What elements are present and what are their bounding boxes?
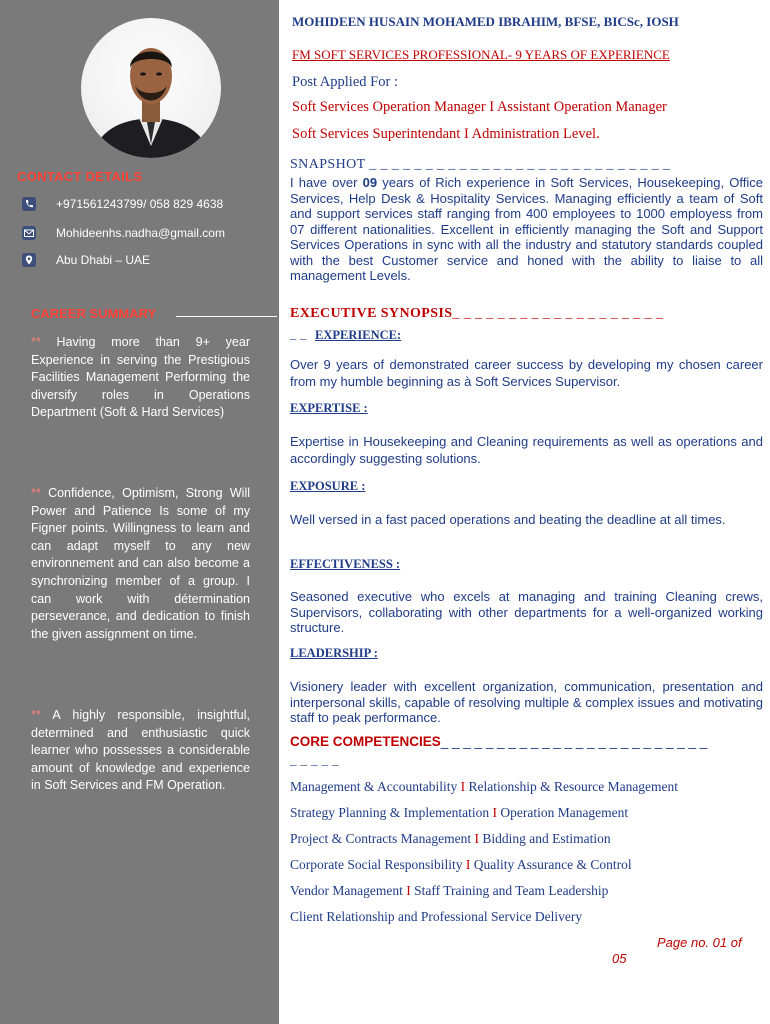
summary-paragraph-2: ** Confidence, Optimism, Strong Will Power and Patience Is some of my Figner points. Willingness to learn and can adapt myself to any new environnement and can also become a synchronizing member of a group. I can work with détermination perseverance, and dedication to finish the given assignment on time. [31,486,250,641]
post-line-1: Soft Services Operation Manager I Assistant Operation Manager [292,99,667,115]
competency-row: Client Relationship and Professional Service Delivery [290,909,583,924]
post-line-2: Soft Services Superintendant I Administration Level. [292,126,600,142]
competency-row: Vendor Management I Staff Training and Team Leadership [290,883,609,898]
page-number-line-1: Page no. 01 of [657,935,742,950]
snapshot-heading: SNAPSHOT _ _ _ _ _ _ _ _ _ _ _ _ _ _ _ _ _ _ _ _ _ _ _ _ _ _ _ [290,157,671,172]
effectiveness-text: Seasoned executive who excels at managing and training Cleaning crews, Supervisors, collaborating with other departments for a well-organized working structure. [290,589,763,635]
contact-location [22,252,150,267]
core-dashes-continued: _ _ _ _ _ [290,752,340,767]
summary-paragraph-1: ** Having more than 9+ year Experience in serving the Prestigious Facilities Management Performing the diversify roles in Operations Department (Soft & Hard Services) [31,335,250,420]
phone-icon [22,197,36,211]
summary-bullet: ** [31,486,41,500]
snapshot-text: I have over 09 years of Rich experience in Soft Services, Housekeeping, Office Services, Help Desk & Hospitality Services. Managing efficiently a team of Soft and support services staff ranging from 400 employees to 1000 employess from 07 different nationalities. Excellent in efficiently managing the Soft and Support Services Operations in sync with all the industry and statutory standards coupled with the best Customer service and honed with the ability to liaise to all management Levels. [290,175,763,283]
sidebar [0,0,279,1024]
contact-phone [22,196,223,211]
competency-row: Corporate Social Responsibility I Quality Assurance & Control [290,857,632,872]
competency-row: Strategy Planning & Implementation I Operation Management [290,805,629,820]
years-highlight: 09 [362,175,378,190]
page-number-line-2: 05 [612,951,627,966]
career-summary-heading: CAREER SUMMARY [31,306,157,321]
competency-row: Project & Contracts Management I Bidding and Estimation [290,831,611,846]
summary-bullet: ** [31,708,41,722]
mail-icon [22,226,36,240]
location-text: Abu Dhabi – UAE [56,252,151,267]
profile-photo [81,18,221,158]
exposure-text: Well versed in a fast paced operations and beating the deadline at all times. [290,512,726,527]
expertise-label: EXPERTISE : [290,401,368,415]
summary-paragraph-3: ** A highly responsible, insightful, determined and enthusiastic quick learner who possesses a considerable amount of knowledge and experience in Soft Services and FM Operation. [31,708,250,793]
contact-details-heading: CONTACT DETAILS [17,169,143,184]
executive-synopsis-heading: EXECUTIVE SYNOPSIS_ _ _ _ _ _ _ _ _ _ _ _ _ _ _ _ _ _ _ [290,306,664,321]
contact-email [22,225,225,240]
email-text: Mohideenhs.nadha@gmail.com [56,225,225,240]
effectiveness-label: EFFECTIVENESS : [290,557,401,571]
exposure-label: EXPOSURE : [290,479,366,493]
experience-label: EXPERIENCE: [315,328,402,342]
competency-row: Management & Accountability I Relationship & Resource Management [290,779,679,794]
location-icon [22,253,36,267]
expertise-text: Expertise in Housekeeping and Cleaning requirements as well as operations and accordingly suggesting solutions. [290,434,763,466]
candidate-name: MOHIDEEN HUSAIN MOHAMED IBRAHIM, BFSE, BICSc, IOSH [292,14,679,29]
post-label: Post Applied For : [292,74,398,90]
career-summary-rule [176,316,277,317]
core-competencies-heading: CORE COMPETENCIES_ _ _ _ _ _ _ _ _ _ _ _ _ _ _ _ _ _ _ _ _ _ _ _ [290,734,708,749]
summary-bullet: ** [31,335,41,349]
leadership-label: LEADERSHIP : [290,646,378,660]
exec-dashes-continued: _ _ [290,327,307,341]
phone-text: +971561243799/ 058 829 4638 [56,196,224,211]
leadership-text: Visionery leader with excellent organization, communication, presentation and interpersonal skills, capable of resolving multiple & complex issues and motivating staff to peak performance. [290,679,763,725]
headline: FM SOFT SERVICES PROFESSIONAL- 9 YEARS OF EXPERIENCE [292,47,670,62]
experience-text: Over 9 years of demonstrated career success by developing my chosen career from my humble beginning as à Soft Services Supervisor. [290,357,763,389]
